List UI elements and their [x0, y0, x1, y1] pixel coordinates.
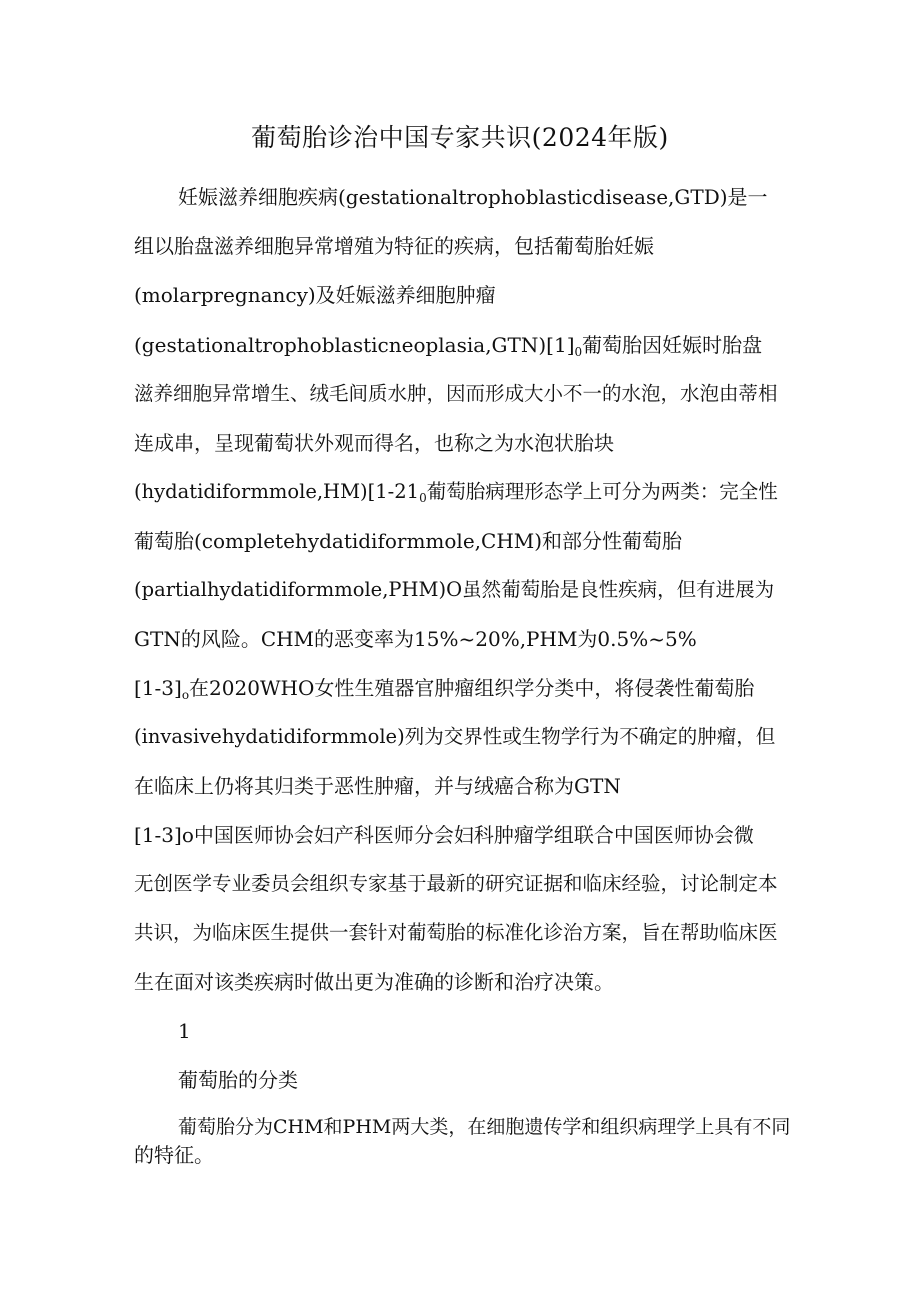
line-text: (molarpregnancy)及妊娠滋养细胞肿瘤 — [134, 283, 496, 307]
paragraph-line-6 — [134, 428, 614, 458]
paragraph-line-13 — [134, 771, 621, 801]
paragraph-line-4 — [134, 330, 762, 367]
line-text: 妊娠滋养细胞疾病(gestationaltrophoblasticdisease,GTD)是一 — [178, 185, 768, 209]
line-text: 无创医学专业委员会组织专家基于最新的研究证据和临床经验，讨论制定本 — [134, 872, 778, 895]
line-subscript: 0 — [419, 491, 427, 505]
line-text: 的特征。 — [134, 1143, 214, 1167]
line-text: [1-3] — [134, 676, 182, 700]
section-number — [178, 1016, 191, 1046]
line-text: 葡萄胎(completehydatidiformmole,CHM)和部分性葡萄胎 — [134, 529, 683, 553]
line-text: 滋养细胞异常增生、绒毛间质水肿，因而形成大小不一的水泡，水泡由蒂相 — [134, 382, 778, 405]
line-tail: 葡萄胎病理形态学上可分为两类：完全性 — [426, 480, 778, 503]
line-text: 葡萄胎分为CHM和PHM两大类，在细胞遗传学和组织病理学上具有不同 — [178, 1116, 791, 1138]
paragraph-line-3 — [134, 280, 496, 310]
line-text: GTN的风险。CHM的恶变率为15%~20%,PHM为0.5%~5% — [134, 627, 697, 651]
section-heading — [178, 1065, 298, 1095]
line-tail: 葡萄胎因妊娠时胎盘 — [582, 333, 763, 357]
paragraph-line-16 — [134, 918, 778, 948]
line-tail: 在2020WHO女性生殖器官肿瘤组织学分类中，将侵袭性葡萄胎 — [189, 676, 755, 700]
paragraph-line-12 — [134, 722, 775, 752]
paragraph-line-18 — [178, 1112, 790, 1142]
paragraph-line-1 — [178, 182, 768, 212]
line-text: 生在面对该类疾病时做出更为准确的诊断和治疗决策。 — [134, 970, 614, 994]
line-text: 组以胎盘滋养细胞异常增殖为特征的疾病，包括葡萄胎妊娠 — [134, 234, 654, 258]
line-text: (invasivehydatidiformmole)列为交界性或生物学行为不确定的肿瘤，但 — [134, 725, 776, 748]
line-text: [1-3]o中国医师协会妇产科医师分会妇科肿瘤学组联合中国医师协会微 — [134, 823, 754, 847]
paragraph-line-17 — [134, 967, 614, 997]
document-title: 葡萄胎诊治中国专家共识(2024年版) — [251, 123, 669, 152]
paragraph-line-7 — [134, 477, 778, 513]
line-text: 在临床上仍将其归类于恶性肿瘤，并与绒癌合称为GTN — [134, 774, 621, 798]
paragraph-line-5 — [134, 379, 778, 409]
line-text: (gestationaltrophoblasticneoplasia,GTN)[1] — [134, 333, 575, 357]
paragraph-line-8 — [134, 526, 682, 556]
paragraph-line-11 — [134, 673, 754, 710]
paragraph-line-2 — [134, 231, 654, 261]
paragraph-line-15 — [134, 869, 778, 899]
line-text: 1 — [178, 1019, 191, 1043]
line-text: 葡萄胎的分类 — [178, 1068, 298, 1092]
paragraph-line-14 — [134, 820, 754, 850]
line-text: (hydatidiformmole,HM)[1-21 — [134, 480, 420, 503]
line-subscript: o — [181, 688, 190, 702]
line-text: (partialhydatidiformmole,PHM)O虽然葡萄胎是良性疾病，但有进展为 — [134, 578, 775, 601]
paragraph-line-9 — [134, 575, 774, 605]
line-text: 共识，为临床医生提供一套针对葡萄胎的标准化诊治方案，旨在帮助临床医 — [134, 921, 778, 944]
paragraph-line-19 — [134, 1140, 214, 1170]
paragraph-line-10 — [134, 624, 697, 654]
line-subscript: 0 — [574, 345, 583, 359]
line-text: 连成串，呈现葡萄状外观而得名，也称之为水泡状胎块 — [134, 431, 614, 455]
